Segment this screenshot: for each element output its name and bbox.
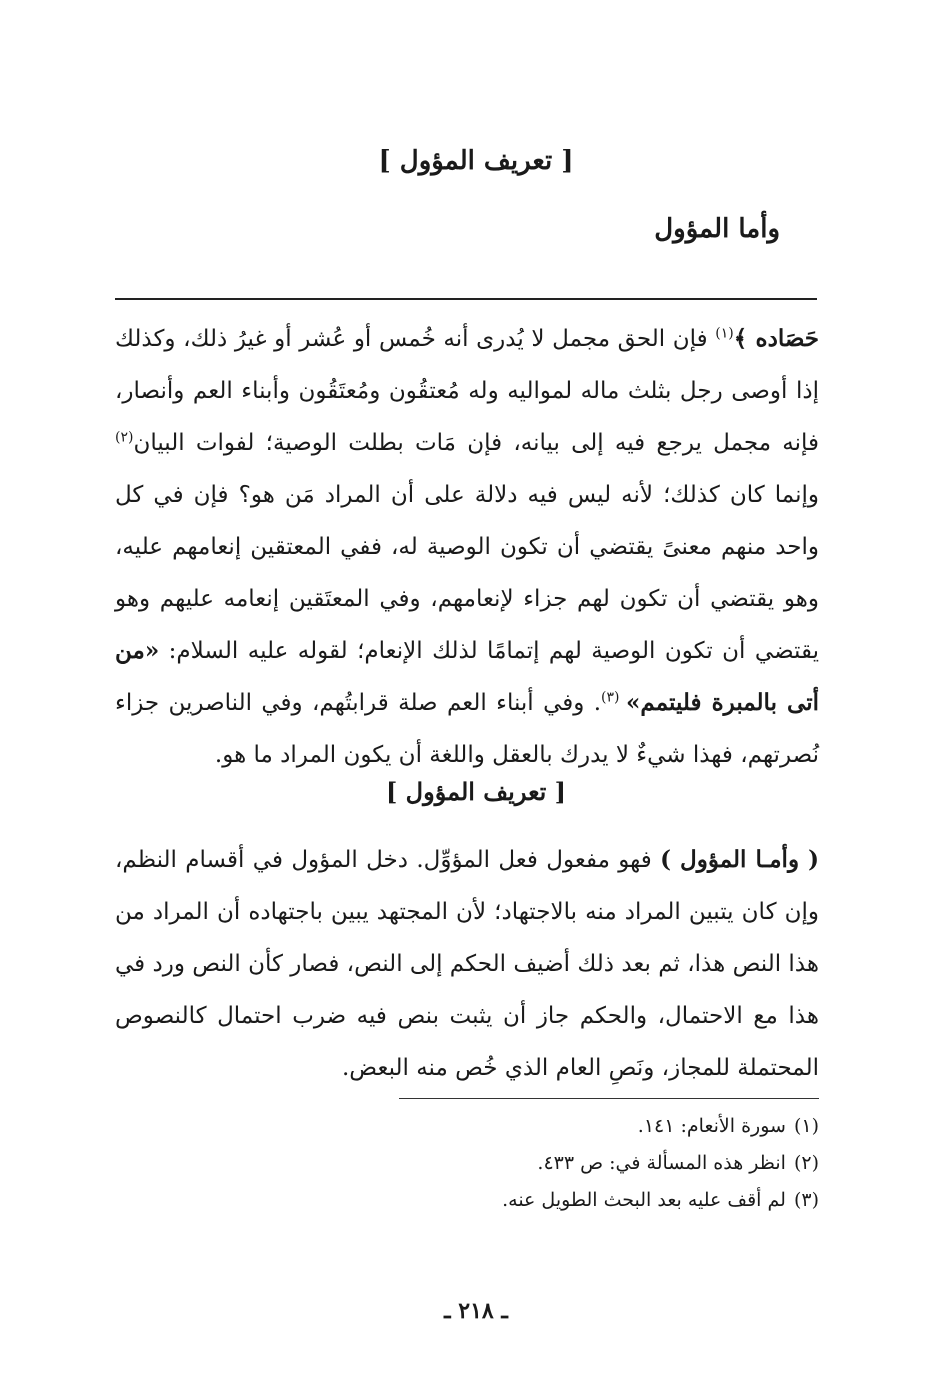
paragraph (115, 834, 819, 1094)
page-title: [ تعريف المؤول ] (378, 146, 574, 176)
paragraph-text: فإن الحق مجمل لا يُدرى أنه خُمس أو عُشر أو غيرُ ذلك، وكذلك إذا أوصى رجل بثلث ماله لمواليه وله مُعتقُون ومُعتَقُون وأبناء العم وأنصار، فإنه مجمل يرجع فيه إلى بيانه، فإن مَات بطلت الوصية؛ لفوات البيان (115, 326, 819, 456)
footnote-item (139, 1182, 819, 1219)
footnote-text: لم أقف عليه بعد البحث الطويل عنه. (502, 1189, 786, 1211)
footnote-item (139, 1108, 819, 1145)
page-subtitle: وأما المؤول (654, 214, 780, 244)
footnote-ref-1: (١) (715, 325, 734, 342)
footnote-ref-2: (٢) (115, 429, 134, 446)
page-number: ـ ٢١٨ ـ (444, 1298, 508, 1324)
section-heading: [ تعريف المؤول ] (385, 777, 567, 806)
verse-ending: حَصَاده ﴾ (733, 325, 819, 352)
footnote-divider (399, 1098, 819, 1099)
term-lead: ( وأمـا المؤول ) (660, 846, 819, 873)
footnote-number: (٣) (793, 1189, 819, 1211)
paragraph-block-1 (115, 313, 819, 781)
footnote-text: سورة الأنعام: ١٤١. (637, 1115, 786, 1137)
paragraph-block-2 (115, 834, 819, 1094)
footnote-number: (١) (793, 1115, 819, 1137)
paragraph (115, 313, 819, 781)
paragraph-text: فهو مفعول فعل المؤوِّل. دخل المؤول في أقسام النظم، وإن كان يتبين المراد منه بالاجتهاد؛ لأن المجتهد يبين باجتهاده أن المراد من هذا النص هذا، ثم بعد ذلك أضيف الحكم إلى النص، فصار كأن النص ورد في هذا مع الاحتمال، والحكم جاز أن يثبت بنص فيه ضرب احتمال كالنصوص المحتملة للمجاز، ونَصِ العام الذي خُص منه البعض. (115, 847, 819, 1081)
footnote-item (139, 1145, 819, 1182)
footnote-number: (٢) (793, 1152, 819, 1174)
footnote-ref-3: (٣) (601, 689, 627, 706)
footnote-text: انظر هذه المسألة في: ص ٤٣٣. (537, 1152, 786, 1174)
hadith-quote: «من أتى بالمبرة فليتمم» (115, 637, 820, 716)
footnotes (139, 1108, 819, 1219)
paragraph-text: . وفي أبناء العم صلة قرابتُهم، وفي الناصرين جزاء نُصرتهم، فهذا شيءٌ لا يدرك بالعقل واللغة أن يكون المراد ما هو. (115, 690, 819, 768)
divider (115, 298, 817, 300)
paragraph-text: وإنما كان كذلك؛ لأنه ليس فيه دلالة على أن المراد مَن هو؟ فإن في كل واحد منهم معنىً يقتضي أن تكون الوصية له، ففي المعتقين إنعامهم عليه، وهو يقتضي أن تكون لهم جزاء لإنعامهم، وفي المعتَقين إنعامه عليهم وهو يقتضي أن تكون الوصية لهم إتمامًا لذلك الإنعام؛ لقوله عليه السلام: (115, 482, 819, 664)
